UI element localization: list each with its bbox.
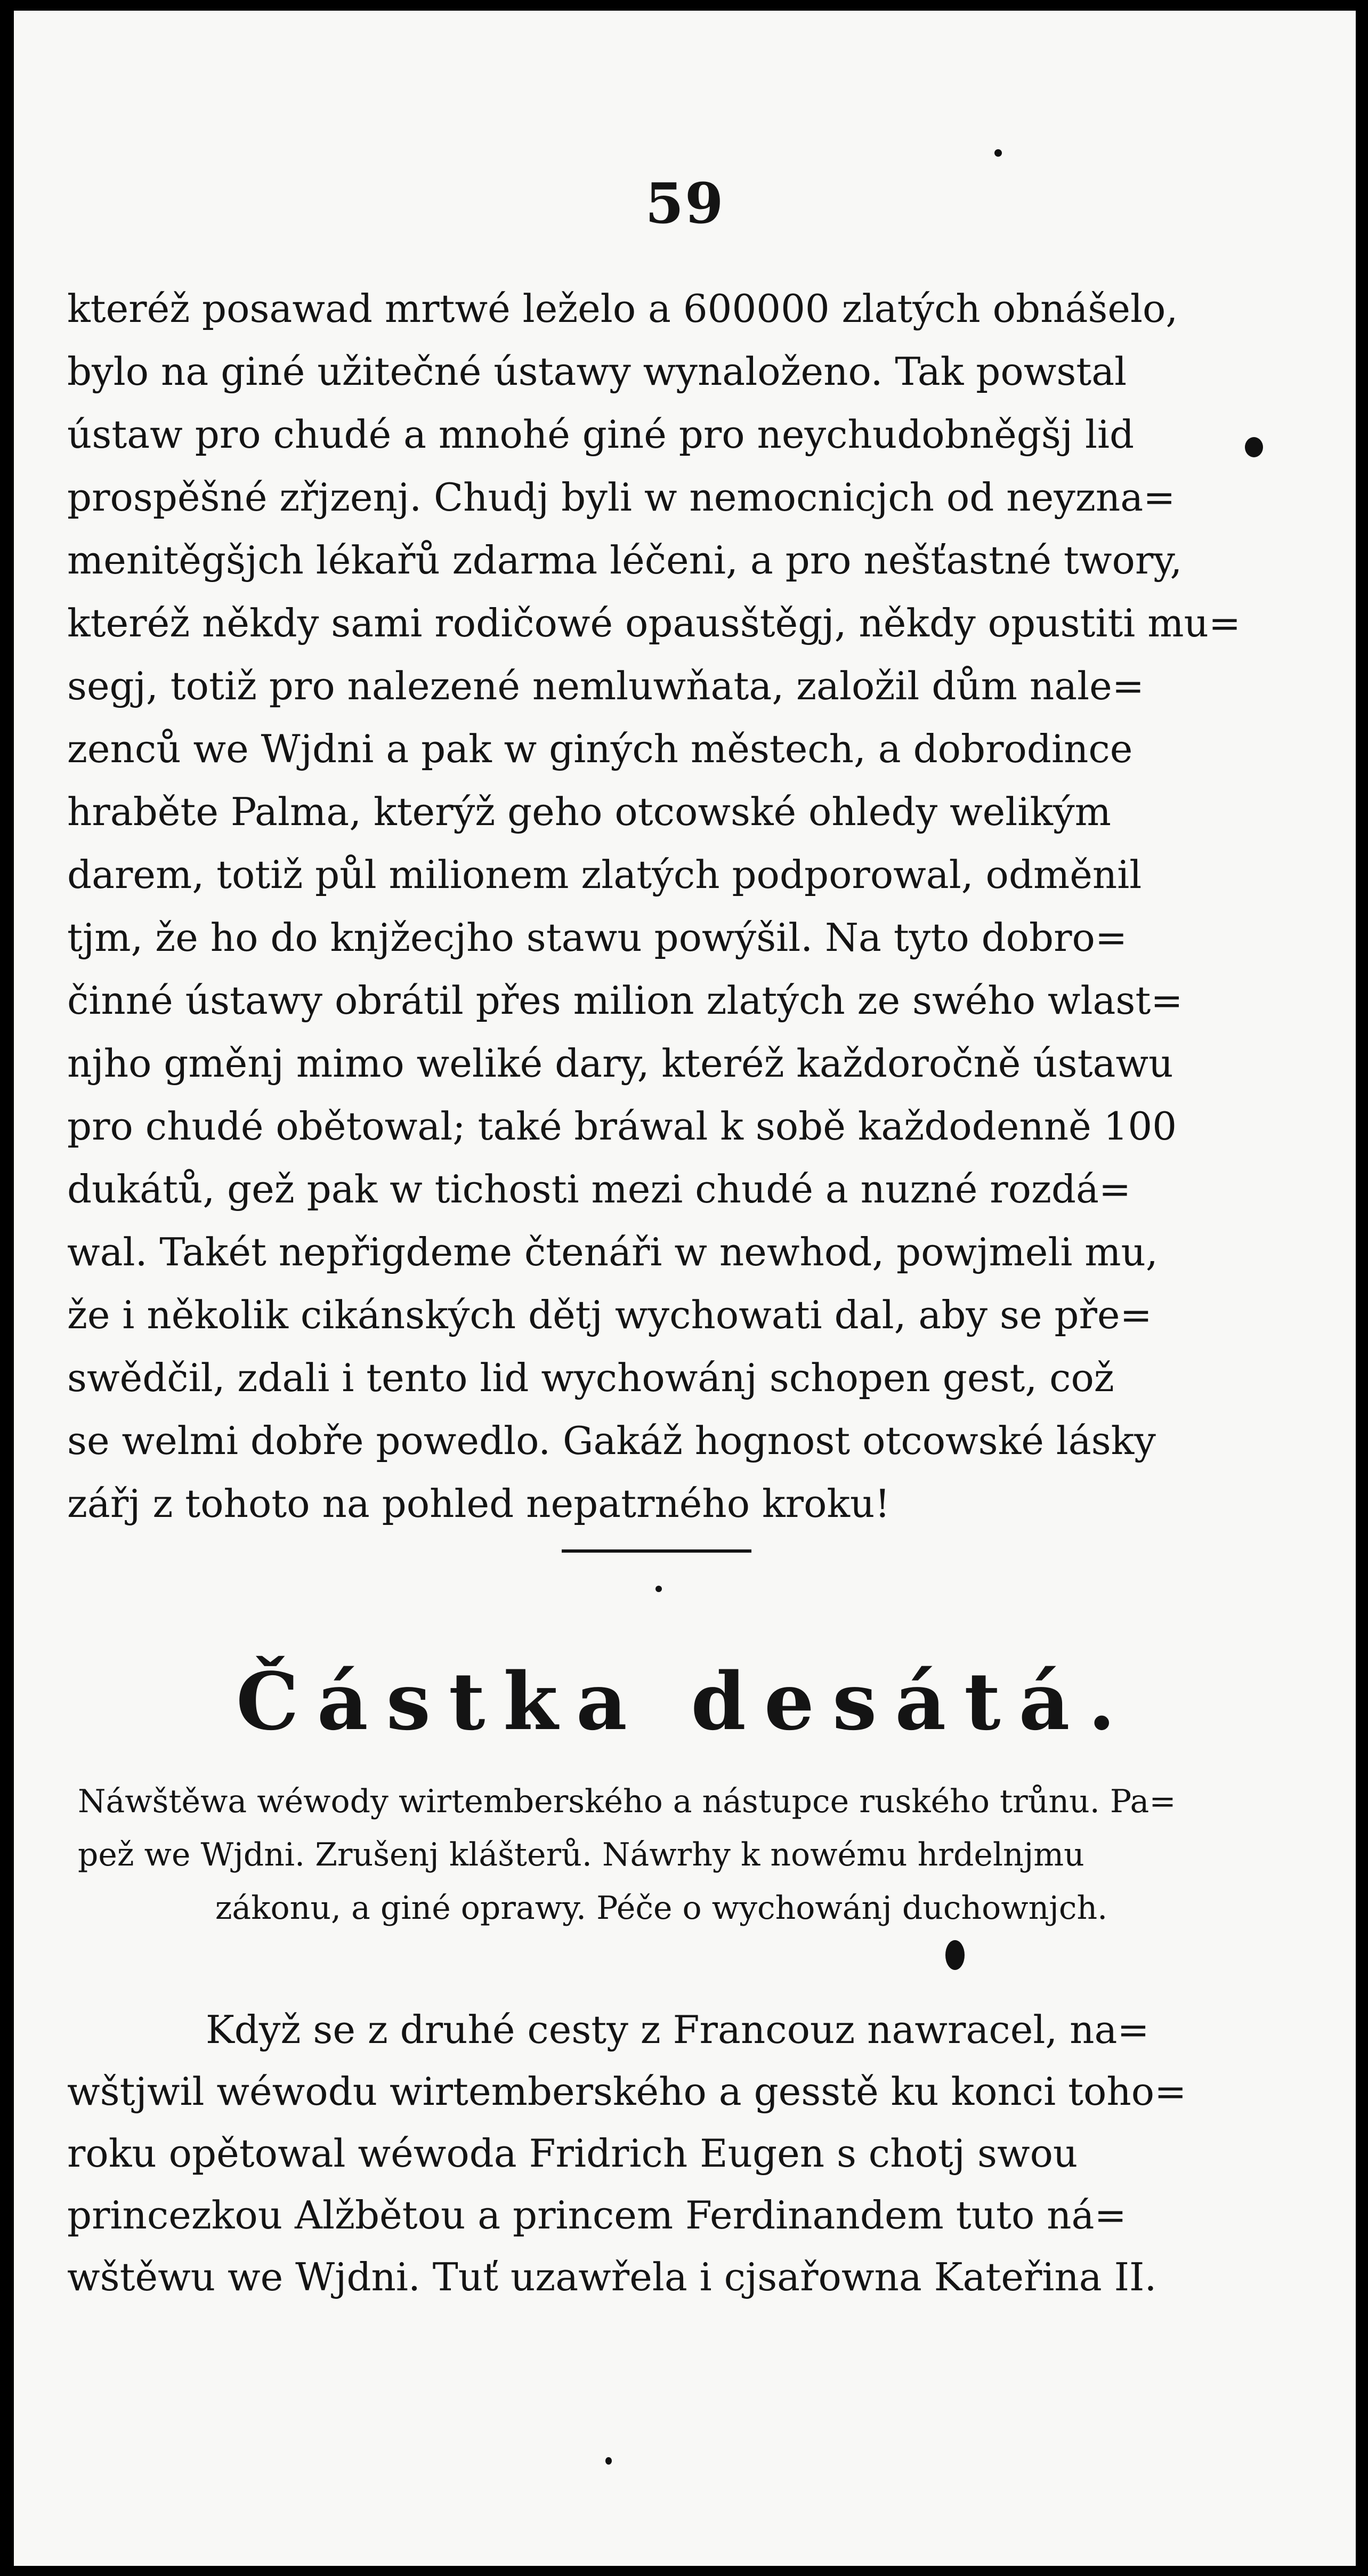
ink-speck: [945, 1940, 965, 1970]
text-line: menitěgšjch lékařů zdarma léčeni, a pro nešťastné twory,: [67, 538, 1183, 583]
chapter-summary: [78, 1775, 1245, 1935]
summary-line: zákonu, a giné oprawy. Péče o wychowánj duchownjch.: [215, 1889, 1108, 1927]
text-line: tjm, že ho do knjžecjho stawu powýšil. Na tyto dobro=: [67, 915, 1128, 960]
text-line: hraběte Palma, kterýž geho otcowské ohledy welikým: [67, 789, 1111, 834]
text-line: pro chudé obětowal; také bráwal k sobě každodenně 100: [67, 1104, 1177, 1149]
text-line: darem, totiž půl milionem zlatých podporowal, odměnil: [67, 852, 1142, 897]
divider-dot: [655, 1586, 662, 1592]
text-line: segj, totiž pro nalezené nemluwňata, založil dům nale=: [67, 664, 1145, 708]
section-paragraph: [67, 1999, 1256, 2308]
text-line: swědčil, zdali i tento lid wychowánj schopen gest, což: [67, 1355, 1114, 1400]
text-line: prospěšné zřjzenj. Chudj byli w nemocnicjch od neyzna=: [67, 475, 1176, 520]
text-line: že i několik cikánských dětj wychowati dal, aby se pře=: [67, 1293, 1152, 1337]
ink-speck: [605, 2457, 612, 2465]
ink-speck: [994, 149, 1002, 157]
text-line: Když se z druhé cesty z Francouz nawracel, na=: [206, 2007, 1150, 2052]
text-line: kteréž někdy sami rodičowé opausštěgj, někdy opustiti mu=: [67, 601, 1241, 645]
text-line: wštěwu we Wjdni. Tuť uzawřela i cjsařowna Kateřina II.: [67, 2255, 1157, 2299]
summary-line: Náwštěwa wéwody wirtemberského a nástupce ruského trůnu. Pa=: [78, 1783, 1176, 1820]
body-paragraph: [67, 277, 1256, 1535]
ink-speck: [1245, 437, 1263, 457]
text-line: se welmi dobře powedlo. Gakáž hognost otcowské lásky: [67, 1418, 1156, 1463]
text-line: roku opětowal wéwoda Fridrich Eugen s chotj swou: [67, 2131, 1078, 2176]
text-line: wštjwil wéwodu wirtemberského a gesstě ku konci toho=: [67, 2069, 1187, 2114]
text-line: zenců we Wjdni a pak w giných městech, a dobrodince: [67, 726, 1133, 771]
text-line: wal. Takét nepřigdeme čtenáři w newhod, powjmeli mu,: [67, 1230, 1158, 1274]
page-number: 59: [645, 171, 725, 236]
text-line: kteréž posawad mrtwé leželo a 600000 zlatých obnášelo,: [67, 286, 1178, 331]
text-line: ústaw pro chudé a mnohé giné pro neychudobněgšj lid: [67, 412, 1135, 457]
book-page: [14, 11, 1356, 2566]
text-line: dukátů, gež pak w tichosti mezi chudé a nuzné rozdá=: [67, 1167, 1131, 1212]
text-line: zářj z tohoto na pohled nepatrného kroku!: [67, 1481, 891, 1526]
text-line: njho gměnj mimo weliké dary, kteréž každoročně ústawu: [67, 1041, 1173, 1086]
section-divider: [562, 1549, 751, 1553]
summary-line: pež we Wjdni. Zrušenj klášterů. Náwrhy k nowému hrdelnjmu: [78, 1836, 1084, 1874]
chapter-title: Částka desátá.: [236, 1655, 1134, 1748]
text-line: bylo na giné užitečné ústawy wynaloženo. Tak powstal: [67, 349, 1127, 394]
text-line: princezkou Alžbětou a princem Ferdinandem tuto ná=: [67, 2193, 1127, 2238]
text-line: činné ústawy obrátil přes milion zlatých ze swého wlast=: [67, 978, 1183, 1023]
